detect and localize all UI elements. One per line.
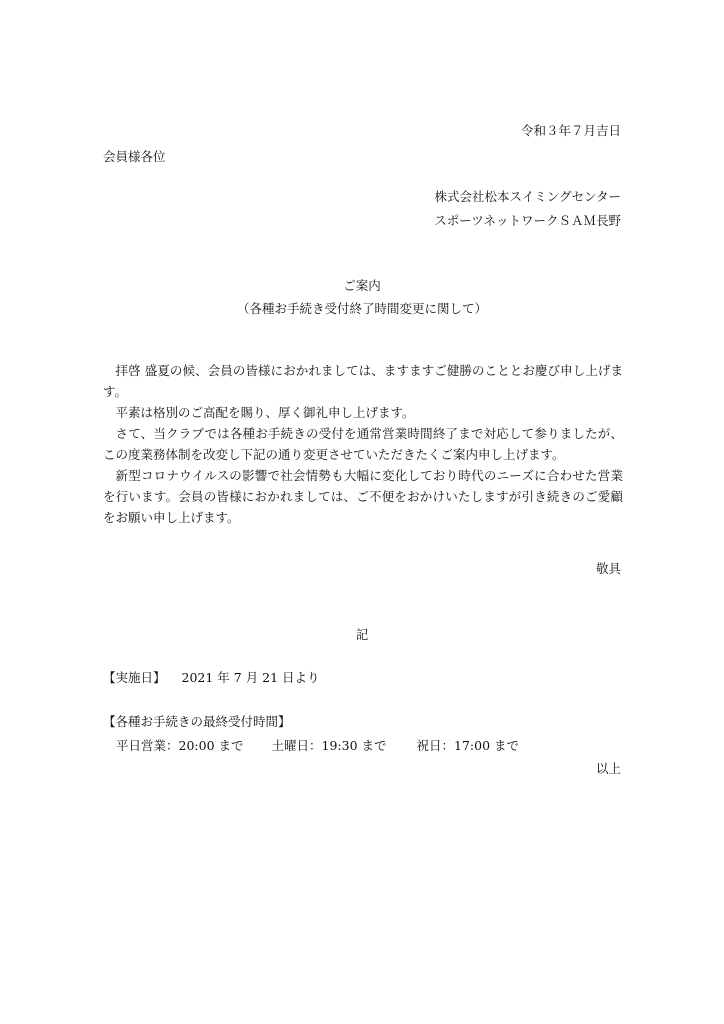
body-paragraph-thanks: 平素は格別のご高配を賜り、厚く御礼申し上げます。 [115,405,415,420]
closing-ijou: 以上 [595,761,621,776]
issue-date: 令和３年７月吉日 [520,123,621,138]
document-title: ご案内 [343,278,381,293]
recipient: 会員様各位 [103,149,166,164]
effective-date-value: 2021 年 7 月 21 日より [181,670,320,685]
body-paragraph-reason: 新型コロナウイルスの影響で社会情勢も大幅に変化しており時代のニーズに合わせた営業を行います。会員の皆様におかれましては、ご不便をおかけいたしますが引き続きのご愛顧をお願い申し上げます。 [103,468,623,525]
effective-date-label: 【実施日】 [103,670,166,685]
effective-date-row [103,669,320,687]
document-subtitle: （各種お手続き受付終了時間変更に関して） [236,301,487,316]
sender-branch: スポーツネットワークＳＡＭ長野 [434,213,621,228]
deadline-heading: 【各種お手続きの最終受付時間】 [103,714,291,729]
deadline-weekday: 平日営業：20:00 まで [116,738,244,753]
deadline-holiday: 祝日：17:00 まで [416,738,519,753]
sender-company: 株式会社松本スイミングセンター [434,189,621,204]
body-paragraph-greeting: 拝啓 盛夏の候、会員の皆様におかれましては、ますますご健勝のこととお慶び申し上げます。 [103,363,623,399]
ki-heading: 記 [355,627,369,642]
body-paragraph-notice: さて、当クラブでは各種お手続きの受付を通常営業時間終了まで対応して参りましたが、この度業務体制を改変し下記の通り変更させていただきたくご案内申し上げます。 [103,426,623,462]
deadline-schedule [116,737,519,755]
deadline-saturday: 土曜日：19:30 まで [271,738,387,753]
letter-body [103,360,623,528]
closing-keigu: 敬具 [595,561,621,576]
